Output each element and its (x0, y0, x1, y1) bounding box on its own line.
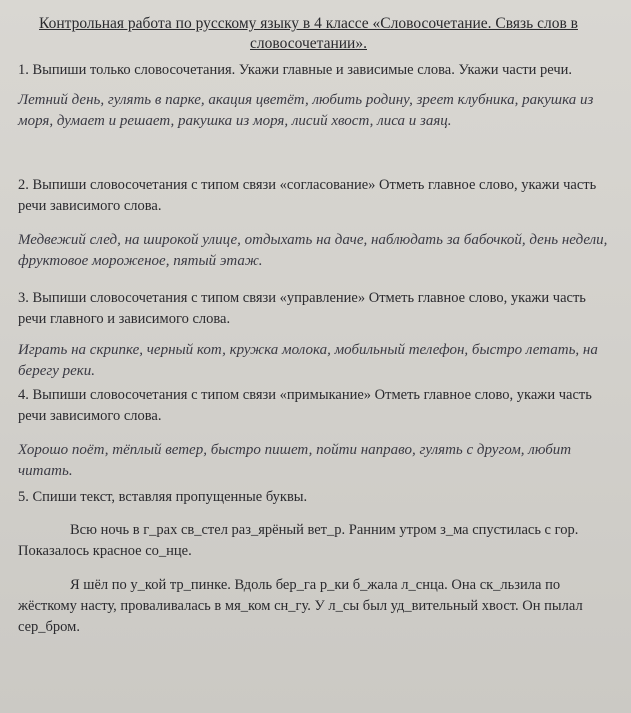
task-4-question: 4. Выпиши словосочетания с типом связи «примыкание» Отметь главное слово, укажи часть речи зависимого слова. (18, 387, 592, 424)
task-2-question: 2. Выпиши словосочетания с типом связи «согласование» Отметь главное слово, укажи часть речи зависимого слова. (18, 177, 597, 214)
task-2-phrases: Медвежий след, на широкой улице, отдыхать на даче, наблюдать за бабочкой, день недели, фруктовое мороженое, пятый этаж. (18, 232, 608, 269)
task-5-question: 5. Спиши текст, вставляя пропущенные буквы. (18, 489, 308, 505)
task-1-phrases: Летний день, гулять в парке, акация цветёт, любить родину, зреет клубника, ракушка из моря, думает и решает, ракушка из моря, лисий хвост, лиса и заяц. (18, 92, 594, 129)
task-3-phrases: Играть на скрипке, черный кот, кружка молока, мобильный телефон, быстро летать, на берегу реки. (18, 342, 598, 379)
task-2 (18, 175, 611, 272)
task-5-paragraph-1: Всю ночь в г_рах св_стел раз_ярёный вет_р. Ранним утром з_ма спустилась с гор. Показалось красное со_нце. (18, 522, 579, 559)
task-3-question: 3. Выпиши словосочетания с типом связи «управление» Отметь главное слово, укажи часть речи главного и зависимого слова. (18, 290, 586, 327)
task-4-phrases: Хорошо поёт, тёплый ветер, быстро пишет, пойти направо, гулять с другом, любит читать. (18, 442, 572, 479)
task-5-paragraph-2: Я шёл по у_кой тр_пинке. Вдоль бер_га р_ки б_жала л_снца. Она ск_льзила по жёсткому насту, проваливалась в мя_ком сн_гу. У л_сы был уд_вительный хвост. Он пылал сер_бром. (18, 577, 583, 635)
task-4 (18, 385, 611, 482)
title-line-2: словосочетании». (250, 35, 367, 52)
task-1-question: 1. Выпиши только словосочетания. Укажи главные и зависимые слова. Укажи части речи. (18, 62, 573, 78)
task-1 (18, 60, 611, 132)
worksheet-title (26, 14, 609, 54)
title-line-1: Контрольная работа по русскому языку в 4 классе «Словосочетание. Связь слов в (39, 15, 578, 32)
task-3 (18, 288, 611, 382)
task-5 (18, 487, 611, 638)
